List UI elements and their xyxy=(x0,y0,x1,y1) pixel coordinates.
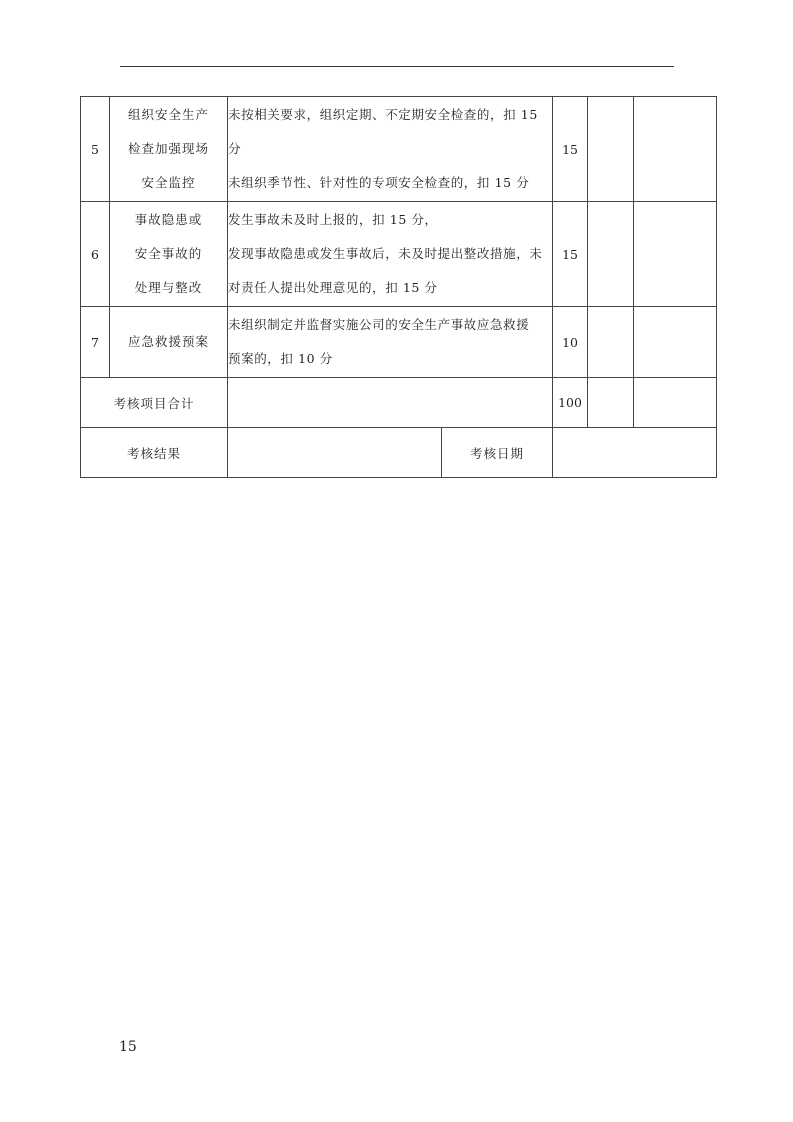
row-number: 6 xyxy=(81,202,110,307)
result-row xyxy=(81,428,717,478)
assessment-item xyxy=(110,202,228,307)
blank-cell xyxy=(588,378,634,428)
assessment-table xyxy=(80,96,717,478)
total-score: 100 xyxy=(553,378,588,428)
blank-cell xyxy=(634,307,717,378)
criteria-line: 发现事故隐患或发生事故后，未及时提出整改措施，未 xyxy=(228,246,543,261)
blank-cell xyxy=(634,378,717,428)
blank-cell xyxy=(588,97,634,202)
header-rule xyxy=(120,66,674,67)
criteria-line: 分 xyxy=(228,141,242,156)
item-line: 应急救援预案 xyxy=(127,334,209,349)
score-cell: 15 xyxy=(553,202,588,307)
table-row xyxy=(81,307,717,378)
result-label: 考核结果 xyxy=(81,428,228,478)
date-label: 考核日期 xyxy=(442,428,553,478)
row-number: 5 xyxy=(81,97,110,202)
table-row xyxy=(81,97,717,202)
row-number: 7 xyxy=(81,307,110,378)
criteria-line: 对责任人提出处理意见的，扣 15 分 xyxy=(228,280,438,295)
criteria-line: 发生事故未及时上报的，扣 15 分， xyxy=(228,212,438,227)
deduction-criteria xyxy=(228,97,553,202)
item-line: 组织安全生产 xyxy=(127,107,209,122)
item-line: 事故隐患或 xyxy=(134,212,203,227)
date-value-cell xyxy=(553,428,717,478)
blank-cell xyxy=(634,97,717,202)
assessment-item xyxy=(110,307,228,378)
total-label: 考核项目合计 xyxy=(81,378,228,428)
total-row xyxy=(81,378,717,428)
total-blank-cell xyxy=(228,378,553,428)
criteria-line: 预案的，扣 10 分 xyxy=(228,351,333,366)
blank-cell xyxy=(588,202,634,307)
item-line: 检查加强现场 xyxy=(127,141,209,156)
assessment-item xyxy=(110,97,228,202)
score-cell: 10 xyxy=(553,307,588,378)
blank-cell xyxy=(588,307,634,378)
table-row xyxy=(81,202,717,307)
page-number: 15 xyxy=(119,1039,137,1055)
criteria-line: 未组织季节性、针对性的专项安全检查的，扣 15 分 xyxy=(228,175,530,190)
result-value-cell xyxy=(228,428,442,478)
item-line: 安全监控 xyxy=(141,175,196,190)
deduction-criteria xyxy=(228,202,553,307)
blank-cell xyxy=(634,202,717,307)
item-line: 处理与整改 xyxy=(134,280,203,295)
criteria-line: 未按相关要求，组织定期、不定期安全检查的，扣 15 xyxy=(228,107,538,122)
score-cell: 15 xyxy=(553,97,588,202)
item-line: 安全事故的 xyxy=(134,246,203,261)
criteria-line: 未组织制定并监督实施公司的安全生产事故应急救援 xyxy=(228,317,530,332)
deduction-criteria xyxy=(228,307,553,378)
